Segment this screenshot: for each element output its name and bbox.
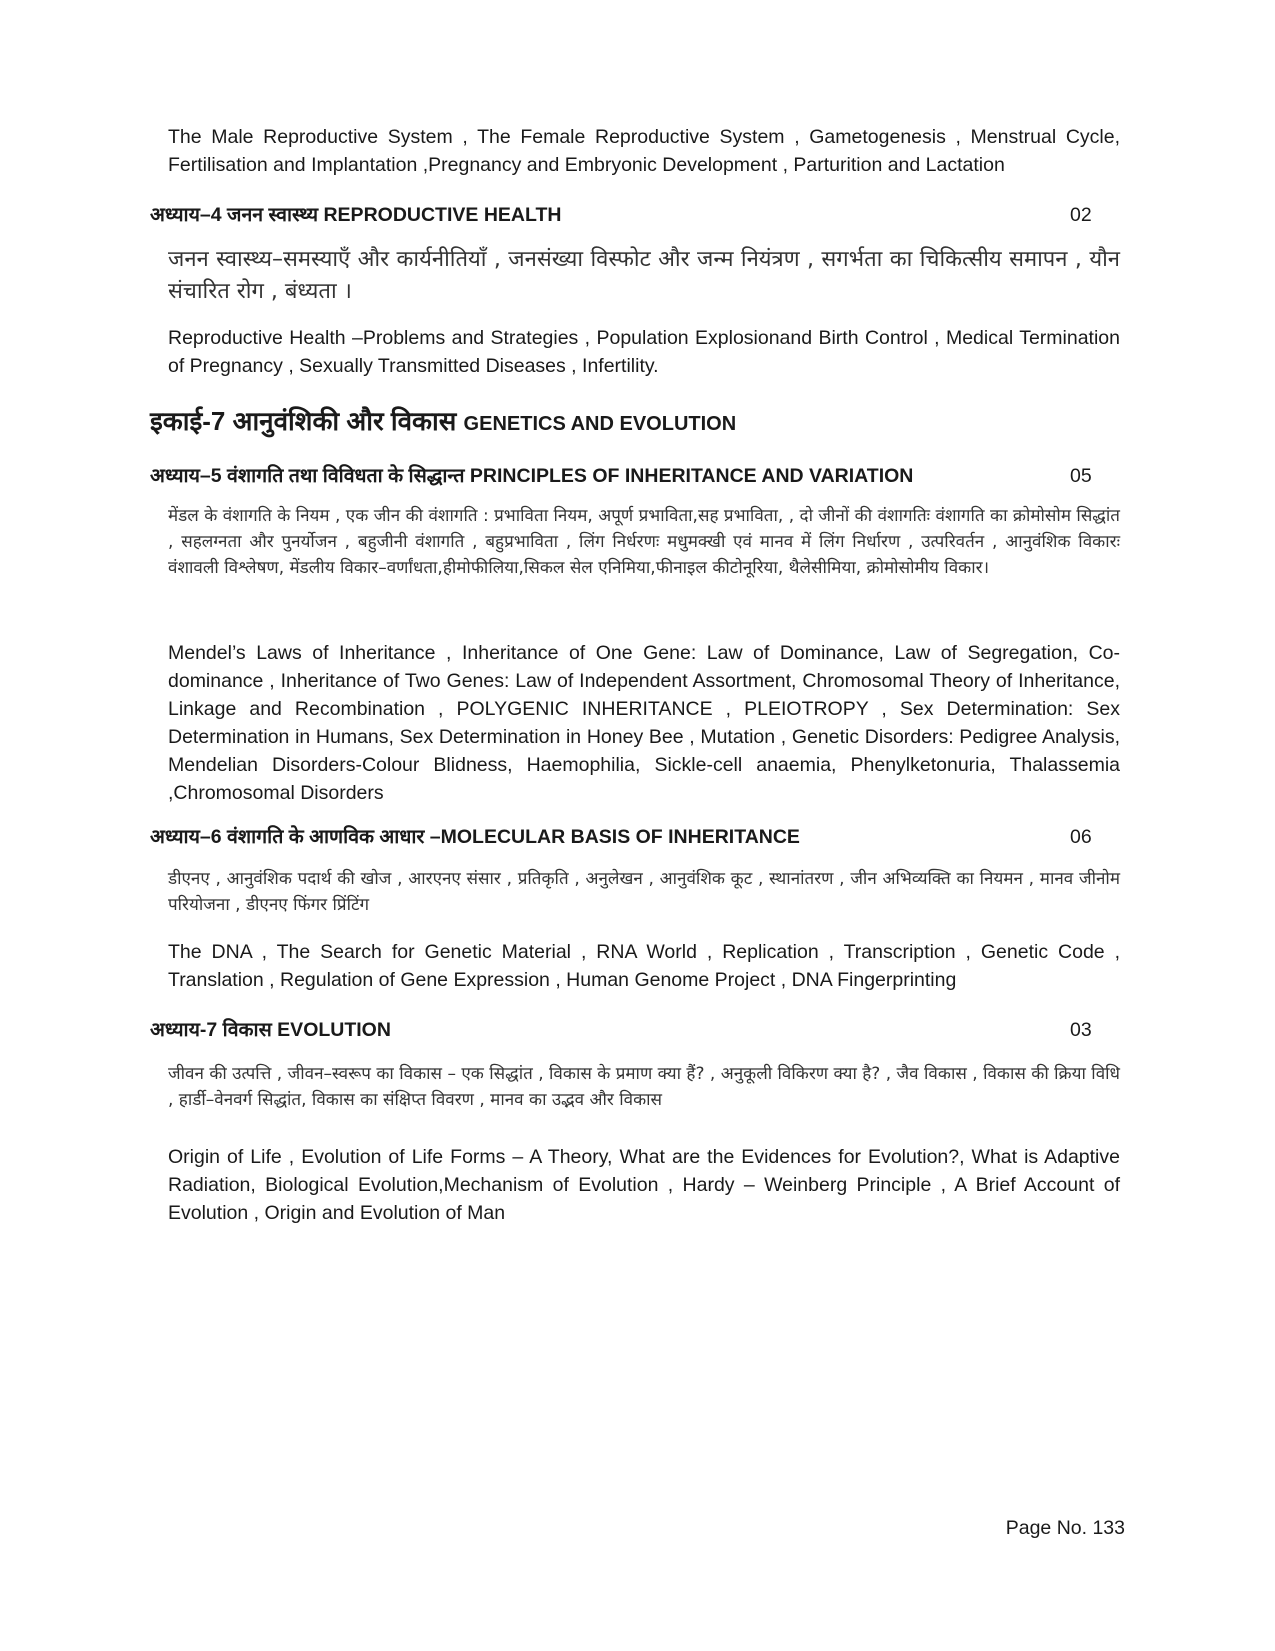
intro-section (168, 123, 1120, 179)
chapter-4-english-paragraph: Reproductive Health –Problems and Strategies , Population Explosionand Birth Control , Medical Termination of Pregnancy , Sexually Transmitted Diseases , Infertility. (168, 327, 1120, 377)
chapter-4-number: 02 (1070, 204, 1092, 226)
chapter-6-hindi-section (168, 866, 1120, 918)
chapter-7-hindi-paragraph: जीवन की उत्पत्ति , जीवन–स्वरूप का विकास – एक सिद्धांत , विकास के प्रमाण क्या हैं? , अनुकूली विकिरण क्या है? , जैव विकास , विकास की क्रिया विधि , हार्डी–वेनवर्ग सिद्धांत, विकास का संक्षिप्त विवरण , मानव का उद्भव और विकास (168, 1064, 1120, 1110)
chapter-7-english-section (168, 1143, 1120, 1227)
chapter-5-heading (150, 461, 1120, 488)
intro-paragraph: The Male Reproductive System , The Female Reproductive System , Gametogenesis , Menstrual Cycle, Fertilisation and Implantation ,Pregnancy and Embryonic Development , Parturition and Lactation (168, 126, 1120, 176)
chapter-6-title: अध्याय–6 वंशागति के आणविक आधार –MOLECULAR BASIS OF INHERITANCE (150, 826, 800, 848)
unit-7-heading (150, 402, 736, 438)
page-number: Page No. 133 (1005, 1517, 1125, 1539)
chapter-5-number: 05 (1070, 465, 1092, 487)
chapter-7-title: अध्याय-7 विकास EVOLUTION (150, 1019, 391, 1041)
chapter-4-english-section (168, 324, 1120, 380)
chapter-6-hindi-paragraph: डीएनए , आनुवंशिक पदार्थ की खोज , आरएनए संसार , प्रतिकृति , अनुलेखन , आनुवंशिक कूट , स्थानांतरण , जीन अभिव्यक्ति का नियमन , मानव जीनोम परियोजना , डीएनए फिंगर प्रिंटिंग (168, 869, 1120, 915)
chapter-4-heading (150, 200, 1120, 227)
chapter-7-heading (150, 1015, 1120, 1042)
chapter-4-title: अध्याय–4 जनन स्वास्थ्य REPRODUCTIVE HEALTH (150, 204, 562, 226)
chapter-7-english-paragraph: Origin of Life , Evolution of Life Forms – A Theory, What are the Evidences for Evolution?, What is Adaptive Radiation, Biological Evolution,Mechanism of Evolution , Hardy – Weinberg Principle , A Brief Account of Evolution , Origin and Evolution of Man (168, 1146, 1120, 1224)
chapter-4-hindi-paragraph: जनन स्वास्थ्य–समस्याएँ और कार्यनीतियाँ , जनसंख्या विस्फोट और जन्म नियंत्रण , सगर्भता का चिकित्सीय समापन , यौन संचारित रोग , बंध्यता । (168, 247, 1120, 304)
chapter-6-english-paragraph: The DNA , The Search for Genetic Material , RNA World , Replication , Transcription , Genetic Code , Translation , Regulation of Gene Expression , Human Genome Project , DNA Fingerprinting (168, 941, 1120, 991)
chapter-6-english-section (168, 938, 1120, 994)
chapter-7-hindi-section (168, 1061, 1120, 1113)
unit-7-title-hindi: इकाई-7 आनुवंशिकी और विकास (150, 406, 457, 436)
chapter-5-title: अध्याय–5 वंशागति तथा विविधता के सिद्धान्त PRINCIPLES OF INHERITANCE AND VARIATION (150, 465, 914, 487)
unit-7-title-english: GENETICS AND EVOLUTION (463, 413, 737, 435)
chapter-5-hindi-section (168, 503, 1120, 581)
chapter-7-number: 03 (1070, 1019, 1092, 1041)
chapter-5-english-section (168, 639, 1120, 807)
chapter-6-number: 06 (1070, 826, 1092, 848)
chapter-5-hindi-paragraph: मेंडल के वंशागति के नियम , एक जीन की वंशागति : प्रभाविता नियम, अपूर्ण प्रभाविता,सह प्रभाविता, , दो जीनों की वंशागतिः वंशागति का क्रोमोसोम सिद्धांत , सहलग्नता और पुनर्योजन , बहुजीनी वंशागति , बहुप्रभाविता , लिंग निर्धरणः मधुमक्खी एवं मानव में लिंग निर्धारण , उत्परिवर्तन , आनुवंशिक विकारः वंशावली विश्लेषण, मेंडलीय विकार–वर्णांधता,हीमोफीलिया,सिकल सेल एनिमिया,फीनाइल कीटोनूरिया, थैलेसीमिया, क्रोमोसोमीय विकार। (168, 506, 1120, 578)
chapter-6-heading (150, 822, 1120, 849)
chapter-4-hindi-section (168, 244, 1120, 308)
chapter-5-english-paragraph: Mendel’s Laws of Inheritance , Inheritance of One Gene: Law of Dominance, Law of Segregation, Co-dominance , Inheritance of Two Genes: Law of Independent Assortment, Chromosomal Theory of Inheritance, Linkage and Recombination , POLYGENIC INHERITANCE , PLEIOTROPY , Sex Determination: Sex Determination in Humans, Sex Determination in Honey Bee , Mutation , Genetic Disorders: Pedigree Analysis, Mendelian Disorders-Colour Blidness, Haemophilia, Sickle-cell anaemia, Phenylketonuria, Thalassemia ,Chromosomal Disorders (168, 642, 1120, 804)
